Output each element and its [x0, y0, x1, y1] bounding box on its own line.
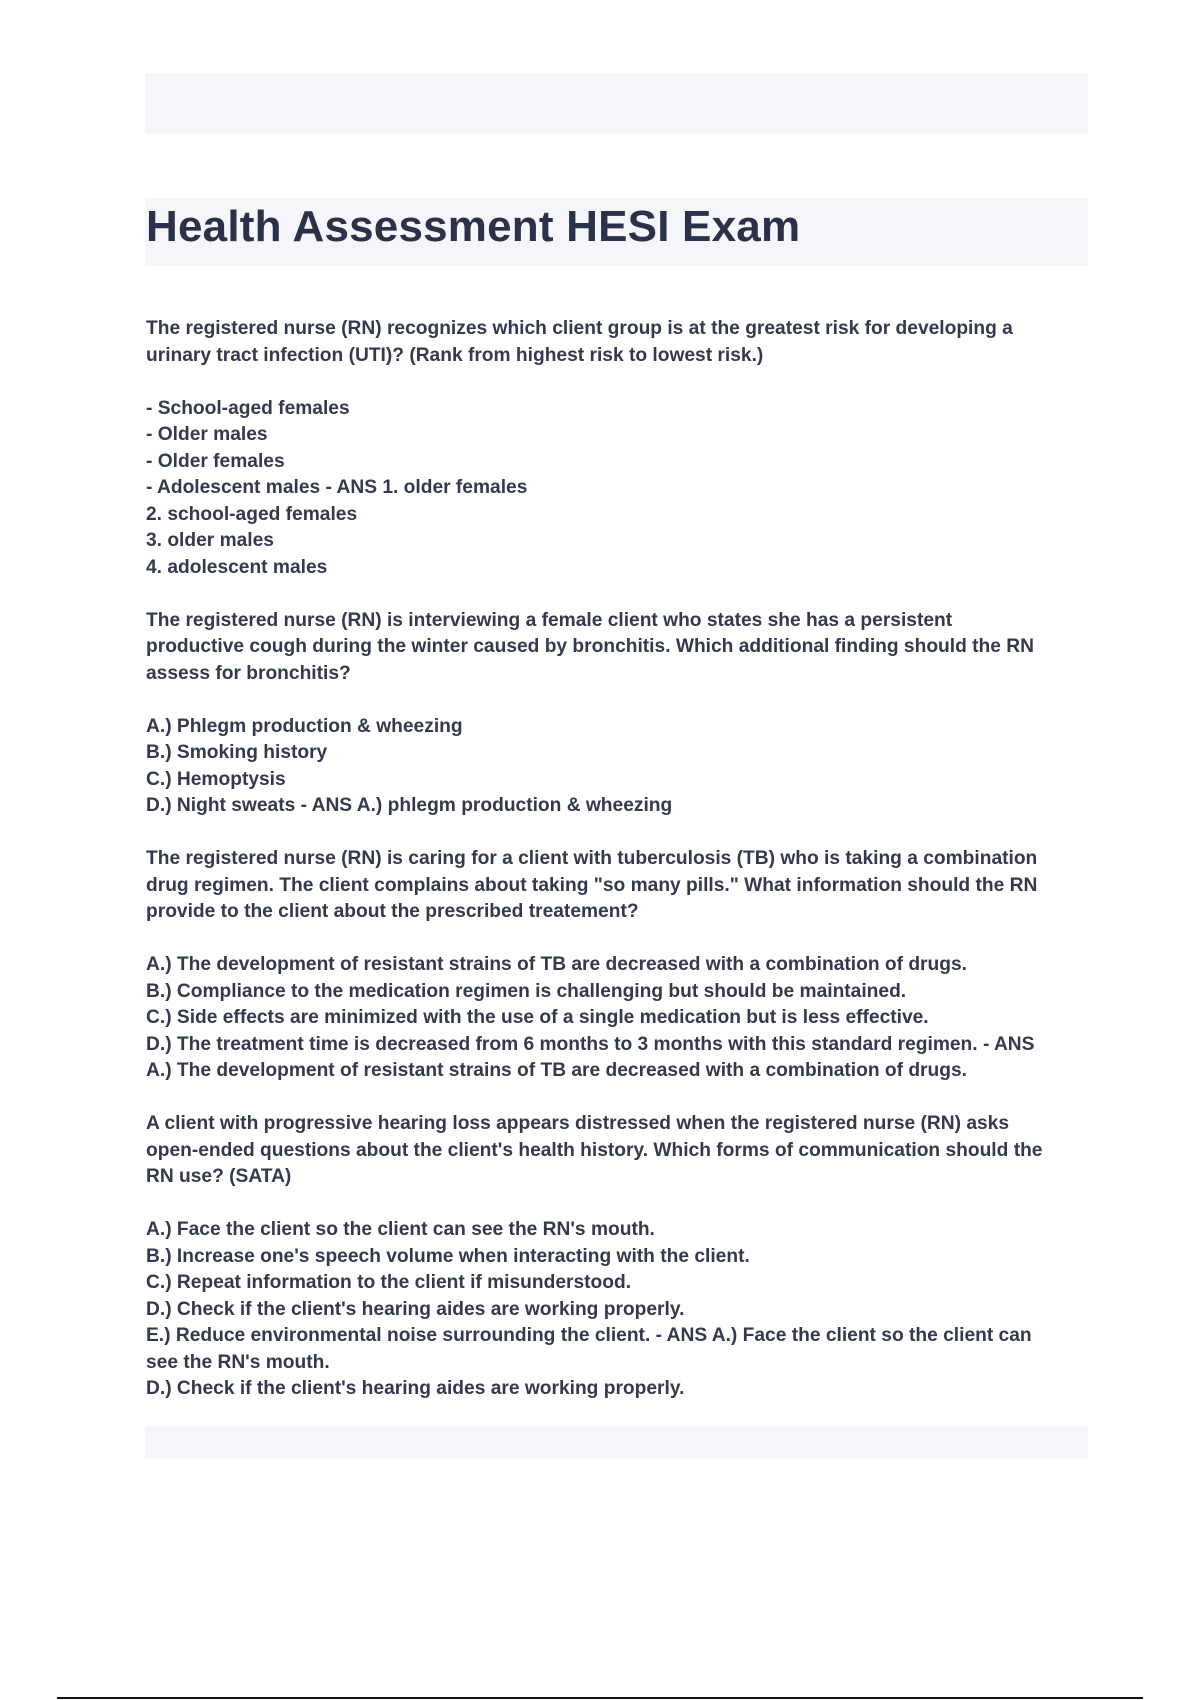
text-line: 2. school-aged females: [146, 503, 358, 525]
text-line: The registered nurse (RN) recognizes which client group is at the greatest risk for developing a: [146, 318, 1013, 339]
text-line: A.) Phlegm production & wheezing: [146, 715, 463, 737]
text-line: provide to the client about the prescribed treatement?: [146, 901, 639, 922]
document-body: [146, 316, 1096, 1429]
text-line: see the RN's mouth.: [146, 1351, 330, 1373]
header-band: [145, 73, 1088, 133]
text-line: - School-aged females: [146, 397, 350, 419]
text-line: C.) Repeat information to the client if misunderstood.: [146, 1272, 632, 1293]
text-line: 3. older males: [146, 530, 274, 551]
text-line: RN use? (SATA): [146, 1166, 292, 1187]
question-3-stem: [146, 846, 1096, 926]
text-line: productive cough during the winter caused by bronchitis. Which additional finding should the RN: [146, 636, 1034, 657]
question-4-stem: [146, 1111, 1096, 1191]
question-2-stem: [146, 608, 1096, 688]
text-line: drug regimen. The client complains about taking "so many pills." What information should the RN: [146, 874, 1038, 896]
text-line: - Older males: [146, 424, 268, 445]
text-line: D.) Check if the client's hearing aides are working properly.: [146, 1298, 685, 1320]
text-line: B.) Increase one's speech volume when interacting with the client.: [146, 1245, 750, 1267]
text-line: A.) The development of resistant strains of TB are decreased with a combination of drugs.: [146, 954, 967, 975]
text-line: - Older females: [146, 450, 285, 472]
page-title: Health Assessment HESI Exam: [146, 202, 801, 251]
text-line: The registered nurse (RN) is caring for a client with tuberculosis (TB) who is taking a combination: [146, 848, 1038, 869]
text-line: urinary tract infection (UTI)? (Rank from highest risk to lowest risk.): [146, 344, 764, 366]
text-line: A.) Face the client so the client can see the RN's mouth.: [146, 1219, 655, 1240]
text-line: E.) Reduce environmental noise surrounding the client. - ANS A.) Face the client so the client can: [146, 1325, 1032, 1346]
footer-band: [145, 1427, 1088, 1459]
text-line: 4. adolescent males: [146, 556, 328, 578]
text-line: assess for bronchitis?: [146, 662, 351, 684]
question-1-stem: [146, 316, 1096, 369]
text-line: The registered nurse (RN) is interviewing a female client who states she has a persistent: [146, 609, 953, 631]
text-line: C.) Side effects are minimized with the use of a single medication but is less effective.: [146, 1007, 929, 1028]
question-3-options-answer: [146, 952, 1096, 1085]
text-line: D.) Night sweats - ANS A.) phlegm production & wheezing: [146, 795, 673, 816]
text-line: A client with progressive hearing loss appears distressed when the registered nurse (RN) asks: [146, 1113, 1010, 1134]
text-line: A.) The development of resistant strains of TB are decreased with a combination of drugs.: [146, 1060, 967, 1081]
footer-divider: [57, 1697, 1143, 1699]
text-line: open-ended questions about the client's health history. Which forms of communication should the: [146, 1139, 1043, 1161]
text-line: B.) Compliance to the medication regimen is challenging but should be maintained.: [146, 980, 907, 1002]
text-line: D.) The treatment time is decreased from 6 months to 3 months with this standard regimen. - ANS: [146, 1033, 1035, 1055]
text-line: C.) Hemoptysis: [146, 768, 286, 790]
text-line: - Adolescent males - ANS 1. older females: [146, 477, 528, 498]
question-2-options-answer: [146, 714, 1096, 820]
question-4-options-answer: [146, 1217, 1096, 1403]
question-1-options-answer: [146, 396, 1096, 582]
text-line: B.) Smoking history: [146, 742, 328, 763]
text-line: D.) Check if the client's hearing aides are working properly.: [146, 1378, 685, 1399]
